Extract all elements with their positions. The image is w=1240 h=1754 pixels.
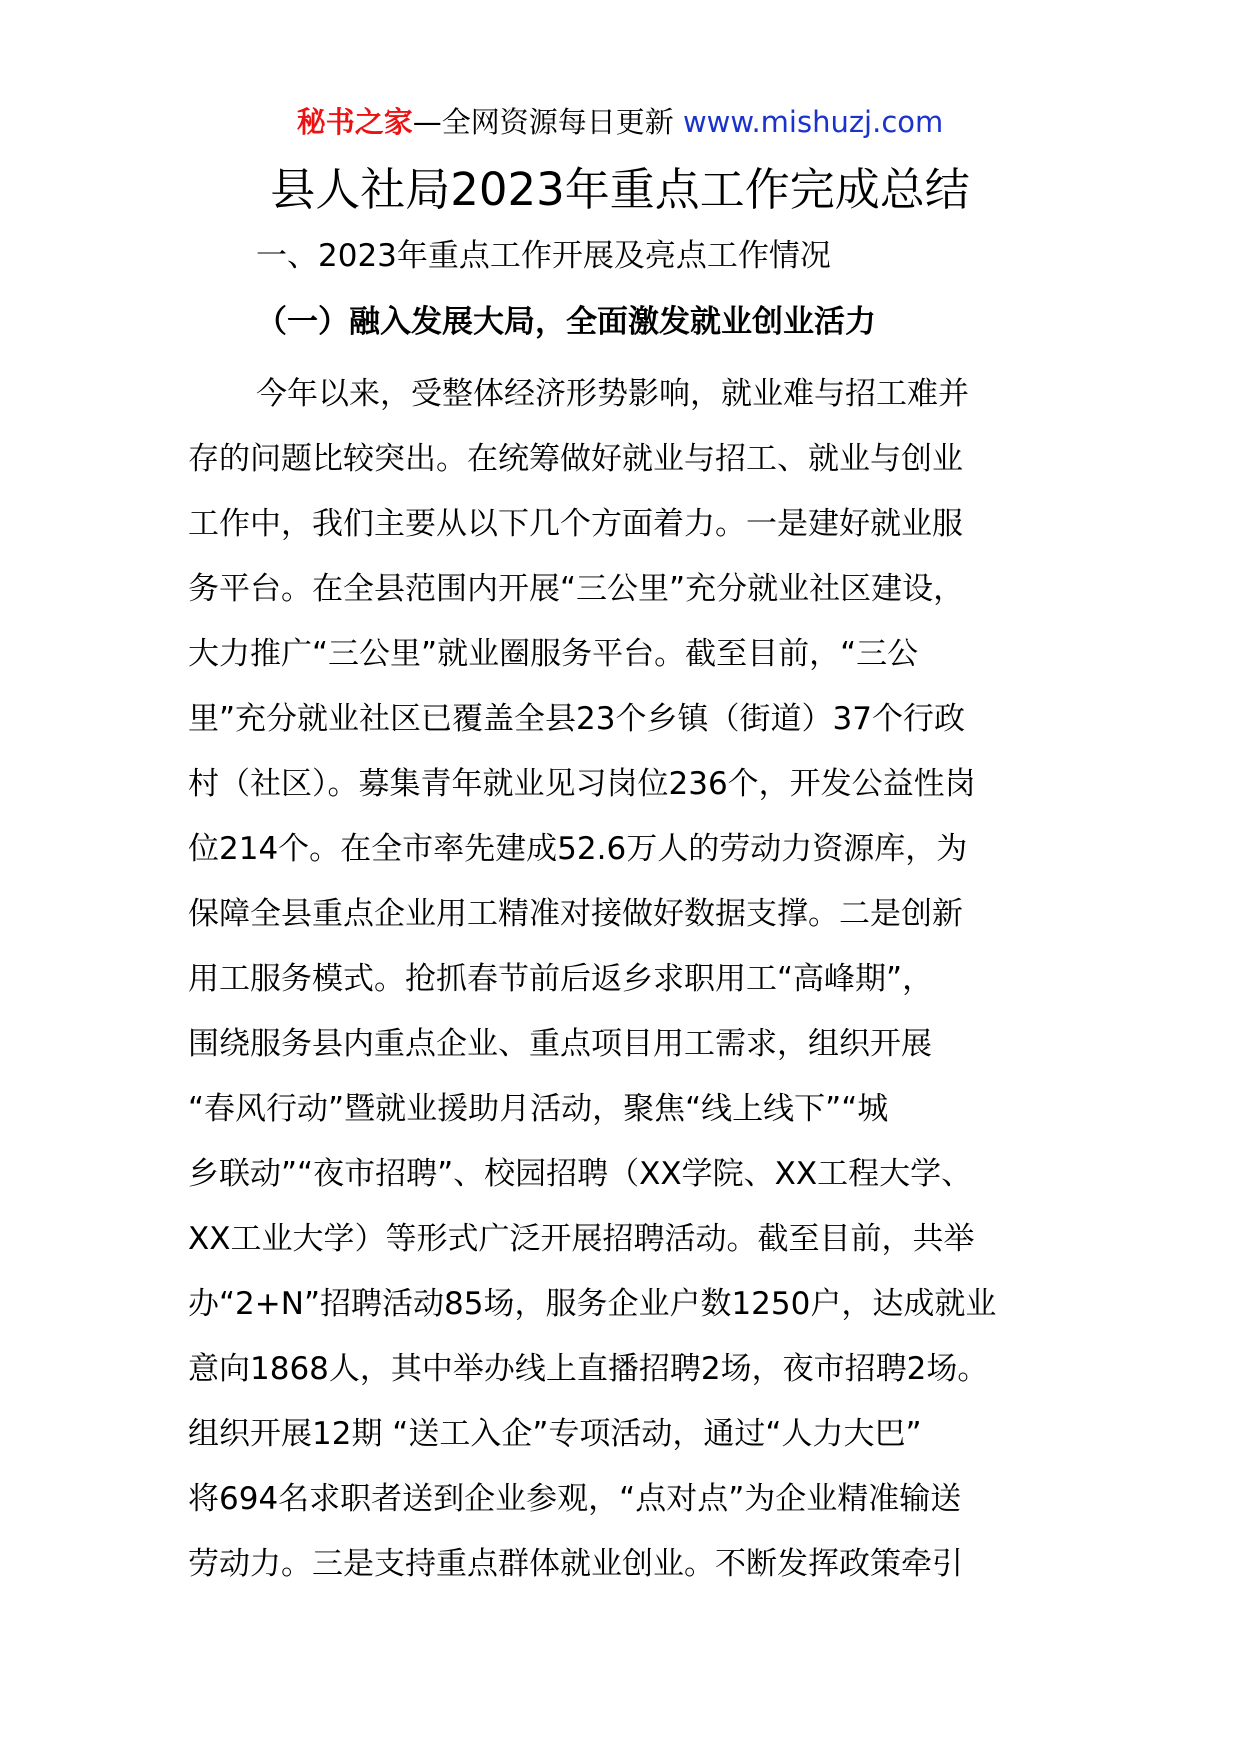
paragraph-line: 今年以来，受整体经济形势影响，就业难与招工难并 — [256, 376, 969, 412]
paragraph-line: XX工业大学）等形式广泛开展招聘活动。截至目前，共举 — [188, 1221, 975, 1257]
paragraph-line: 围绕服务县内重点企业、重点项目用工需求，组织开展 — [188, 1026, 932, 1062]
paragraph-line: 存的问题比较突出。在统筹做好就业与招工、就业与创业 — [188, 441, 963, 477]
paragraph-line: 用工服务模式。抢抓春节前后返乡求职用工“高峰期”， — [188, 961, 934, 997]
slogan: —全网资源每日更新 — [412, 105, 674, 139]
document-title: 县人社局2023年重点工作完成总结 — [270, 163, 970, 216]
paragraph-line: “春风行动”暨就业援助月活动，聚焦“线上线下”“城 — [188, 1091, 889, 1127]
paragraph-line: 保障全县重点企业用工精准对接做好数据支撑。二是创新 — [188, 896, 963, 932]
paragraph-line: 办“2+N”招聘活动85场，服务企业户数1250户，达成就业 — [188, 1286, 997, 1322]
paragraph-line: 乡联动”“夜市招聘”、校园招聘（XX学院、XX工程大学、 — [188, 1156, 973, 1192]
brand-name: 秘书之家 — [296, 105, 413, 139]
paragraph-line: 里”充分就业社区已覆盖全县23个乡镇（街道）37个行政 — [188, 701, 965, 737]
sub-heading: （一）融入发展大局，全面激发就业创业活力 — [256, 304, 876, 340]
paragraph-line: 村（社区）。募集青年就业见习岗位236个，开发公益性岗 — [188, 766, 976, 802]
body-paragraph — [188, 362, 1068, 1597]
paragraph-line: 位214个。在全市率先建成52.6万人的劳动力资源库，为 — [188, 831, 968, 867]
paragraph-line: 组织开展12期 “送工入企”专项活动，通过“人力大巴” — [188, 1416, 922, 1452]
site-url-link[interactable]: www.mishuzj.com — [682, 105, 944, 139]
paragraph-line: 大力推广“三公里”就业圈服务平台。截至目前，“三公 — [188, 636, 919, 672]
paragraph-line: 将694名求职者送到企业参观，“点对点”为企业精准输送 — [188, 1481, 962, 1517]
header-banner — [0, 102, 1240, 142]
paragraph-line: 劳动力。三是支持重点群体就业创业。不断发挥政策牵引 — [188, 1546, 963, 1582]
paragraph-line: 务平台。在全县范围内开展“三公里”充分就业社区建设， — [188, 571, 965, 607]
paragraph-line: 意向1868人，其中举办线上直播招聘2场，夜市招聘2场。 — [188, 1351, 989, 1387]
section-heading: 一、2023年重点工作开展及亮点工作情况 — [256, 238, 831, 274]
paragraph-line: 工作中，我们主要从以下几个方面着力。一是建好就业服 — [188, 506, 963, 542]
